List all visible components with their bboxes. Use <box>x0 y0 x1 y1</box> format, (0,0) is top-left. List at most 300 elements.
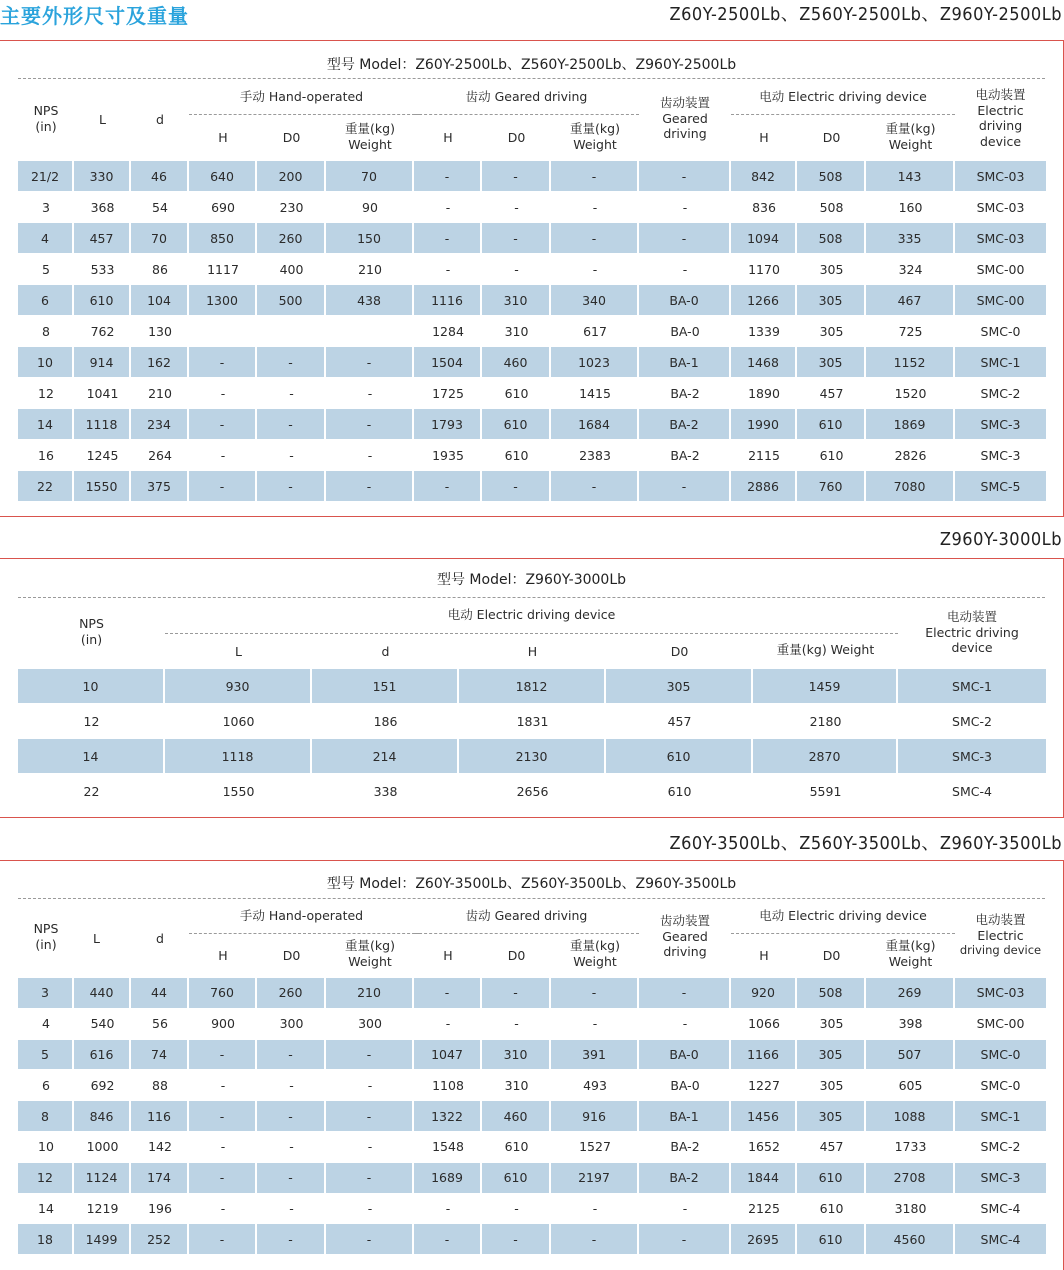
table-row <box>18 285 1046 315</box>
header-hand: 手动 Hand-operated <box>239 908 364 923</box>
table-cell: 305 <box>819 261 844 277</box>
table-cell: 1869 <box>866 409 955 439</box>
table-cell: 56 <box>152 1016 168 1032</box>
table-row <box>18 1040 1046 1070</box>
table-cell: - <box>220 1200 226 1216</box>
table-cell: 160 <box>898 199 923 215</box>
table-cell: 269 <box>866 978 955 1008</box>
table-cell: - <box>257 1224 326 1254</box>
table-cell: 460 <box>482 1101 551 1131</box>
table-cell: 493 <box>583 1077 607 1093</box>
table-3000-panel <box>0 558 1064 818</box>
table-cell: 2130 <box>459 739 606 773</box>
table-cell: SMC-3 <box>980 447 1021 463</box>
table-cell: 1066 <box>748 1016 780 1032</box>
table-cell: 3 <box>18 978 74 1008</box>
table-cell: - <box>551 978 639 1008</box>
table-cell: 1652 <box>748 1139 780 1155</box>
table-cell: 610 <box>504 447 529 463</box>
table-row <box>18 440 1046 470</box>
table-cell: SMC-2 <box>952 713 992 729</box>
table-cell: 214 <box>312 739 459 773</box>
table-cell: - <box>326 409 414 439</box>
table-cell: BA-0 <box>639 1040 731 1070</box>
table-cell: 4560 <box>866 1224 955 1254</box>
table-row <box>18 161 1046 191</box>
table-cell: SMC-1 <box>980 1108 1021 1124</box>
table-cell: 1116 <box>414 285 482 315</box>
table-row <box>18 223 1046 253</box>
table-cell: BA-2 <box>639 409 731 439</box>
header-electric: 电动 Electric driving device <box>759 89 927 104</box>
table-cell: - <box>189 347 257 377</box>
table-cell: 22 <box>18 471 74 501</box>
table-cell: - <box>639 471 731 501</box>
table-cell: 508 <box>797 161 866 191</box>
table-cell: - <box>189 1224 257 1254</box>
table-cell: - <box>482 223 551 253</box>
table-cell: 1322 <box>414 1101 482 1131</box>
table-cell: 260 <box>257 978 326 1008</box>
table-cell: - <box>639 161 731 191</box>
table-cell: 692 <box>90 1077 115 1093</box>
table-cell: 70 <box>131 223 189 253</box>
table-cell: 916 <box>551 1101 639 1131</box>
table-cell: 920 <box>731 978 797 1008</box>
table-cell: 196 <box>148 1200 172 1216</box>
table-cell: - <box>445 1016 451 1032</box>
table-cell: 4 <box>18 223 74 253</box>
table-cell: 1284 <box>432 323 464 339</box>
table-cell: 305 <box>819 1077 844 1093</box>
table-cell: 2870 <box>753 739 898 773</box>
table-cell: - <box>289 385 294 401</box>
table-cell: 1047 <box>414 1040 482 1070</box>
table-cell: 850 <box>189 223 257 253</box>
table-cell: 1793 <box>414 409 482 439</box>
table-cell: 467 <box>866 285 955 315</box>
header-h: H <box>527 644 538 659</box>
table-cell: 104 <box>131 285 189 315</box>
table-cell: - <box>189 1101 257 1131</box>
header-d0: D0 <box>507 130 526 145</box>
table-cell: - <box>482 1224 551 1254</box>
table-cell: 930 <box>165 669 312 703</box>
table-cell: 12 <box>18 1163 74 1193</box>
table-cell: - <box>445 199 451 215</box>
header-weight: 重量(kg) Weight <box>345 121 395 152</box>
header-weight: 重量(kg) Weight <box>570 938 620 969</box>
table-cell: 3180 <box>894 1200 927 1216</box>
table-cell: 86 <box>152 261 168 277</box>
table-cell: 1548 <box>432 1139 464 1155</box>
table-cell: 760 <box>797 471 866 501</box>
table-cell: 260 <box>257 223 326 253</box>
table-row <box>18 254 1046 284</box>
table-cell: 8 <box>18 1101 74 1131</box>
table-cell: 10 <box>18 669 165 703</box>
table-cell: 1725 <box>432 385 464 401</box>
table-cell: 610 <box>667 783 692 799</box>
table-cell: BA-2 <box>639 1163 731 1193</box>
table-cell: 725 <box>898 323 923 339</box>
header-h: H <box>443 948 453 963</box>
table-cell: 14 <box>38 1200 54 1216</box>
table-row <box>18 1101 1046 1131</box>
table-cell: 1812 <box>459 669 606 703</box>
table-cell: BA-1 <box>639 347 731 377</box>
table-cell: 1041 <box>86 385 119 401</box>
table-cell: - <box>257 471 326 501</box>
table-cell: - <box>220 447 226 463</box>
table-cell: 10 <box>18 347 74 377</box>
table-cell: 310 <box>504 1077 529 1093</box>
table-cell: SMC-0 <box>980 323 1021 339</box>
table-cell: 1000 <box>86 1139 119 1155</box>
table-cell: 230 <box>279 199 304 215</box>
table-3500-panel <box>0 860 1064 1270</box>
table-cell: 540 <box>90 1016 115 1032</box>
table-cell: 610 <box>482 1163 551 1193</box>
table-row <box>18 316 1046 346</box>
table-cell: 4 <box>42 1016 50 1032</box>
table-cell: SMC-0 <box>980 1077 1021 1093</box>
header-weight: 重量(kg) Weight <box>885 938 936 969</box>
table-cell: 305 <box>797 285 866 315</box>
table-cell: - <box>682 1016 688 1032</box>
model-label-3500: 型号 Model：Z60Y-3500Lb、Z560Y-3500Lb、Z960Y-3500Lb <box>326 876 737 892</box>
header-geared: 齿动 Geared driving <box>465 908 588 923</box>
table-cell: 1227 <box>748 1077 780 1093</box>
table-cell: - <box>326 1224 414 1254</box>
table-cell: - <box>482 161 551 191</box>
header-l: L <box>93 931 100 946</box>
table-cell: 18 <box>18 1224 74 1254</box>
table-cell: 46 <box>131 161 189 191</box>
header-d0: D0 <box>507 948 526 963</box>
table-cell: 1339 <box>748 323 780 339</box>
table-cell: BA-2 <box>670 385 700 401</box>
table-cell: 500 <box>257 285 326 315</box>
table-cell: SMC-03 <box>976 985 1025 1001</box>
table-cell: 305 <box>797 1040 866 1070</box>
table-cell: 330 <box>74 161 131 191</box>
header-nps: NPS (in) <box>33 103 59 134</box>
table-cell: SMC-5 <box>980 478 1021 494</box>
table-cell: - <box>326 1040 414 1070</box>
table-cell: - <box>551 1224 639 1254</box>
header-l: L <box>99 112 106 127</box>
table-cell: 842 <box>731 161 797 191</box>
table-cell: - <box>682 1200 688 1216</box>
table-cell: 1499 <box>74 1224 131 1254</box>
table-cell: 616 <box>74 1040 131 1070</box>
header-nps: NPS (in) <box>33 921 59 952</box>
table-row <box>18 471 1046 501</box>
table-cell: - <box>257 1040 326 1070</box>
table-cell: 1550 <box>74 471 131 501</box>
table-cell: - <box>189 1040 257 1070</box>
table-cell: 368 <box>90 199 115 215</box>
table-cell: - <box>414 1224 482 1254</box>
table-cell: - <box>326 1163 414 1193</box>
table-cell: 507 <box>866 1040 955 1070</box>
table-cell: SMC-03 <box>976 168 1025 184</box>
table-cell: SMC-3 <box>980 416 1021 432</box>
table-cell: 300 <box>279 1016 304 1032</box>
table-cell: - <box>189 1163 257 1193</box>
table-cell: 1060 <box>222 713 255 729</box>
table-cell: 610 <box>482 409 551 439</box>
header-d0: D0 <box>670 644 689 659</box>
table-cell: 1733 <box>894 1139 927 1155</box>
table-cell: 1890 <box>748 385 780 401</box>
table-row <box>18 409 1046 439</box>
table-cell: - <box>639 978 731 1008</box>
table-cell: 5 <box>42 261 50 277</box>
table-cell: 210 <box>358 261 382 277</box>
header-nps: NPS (in) <box>79 616 104 647</box>
table-cell: BA-0 <box>639 285 731 315</box>
table-row <box>18 669 1046 703</box>
table-cell: 2886 <box>731 471 797 501</box>
table-cell: 210 <box>326 978 414 1008</box>
table-cell: 305 <box>797 347 866 377</box>
table-cell: 1935 <box>432 447 464 463</box>
table-cell: SMC-00 <box>976 292 1025 308</box>
table-row <box>18 774 1046 808</box>
table-cell: 10 <box>38 1139 54 1155</box>
header-elec-device: 电动装置 Electric driving device <box>975 87 1026 149</box>
table-row <box>18 978 1046 1008</box>
table-cell: 1124 <box>74 1163 131 1193</box>
table-cell: - <box>482 978 551 1008</box>
table-cell: 12 <box>38 385 54 401</box>
header-h: H <box>218 948 228 963</box>
table-cell: 1245 <box>86 447 119 463</box>
table-cell: 1088 <box>866 1101 955 1131</box>
table-cell: 1684 <box>551 409 639 439</box>
header-d: d <box>156 112 164 127</box>
table-cell: 690 <box>211 199 235 215</box>
table-cell: 533 <box>90 261 115 277</box>
table-cell: 88 <box>152 1077 168 1093</box>
table-cell: 1689 <box>414 1163 482 1193</box>
table-cell: 1023 <box>551 347 639 377</box>
table-row <box>18 378 1046 408</box>
table-cell: SMC-00 <box>976 261 1025 277</box>
table-cell: 70 <box>326 161 414 191</box>
table-cell: 305 <box>606 669 753 703</box>
table-cell: 310 <box>504 323 529 339</box>
table-cell: 14 <box>18 409 74 439</box>
table-cell: - <box>289 1139 294 1155</box>
header-electric: 电动 Electric driving device <box>759 908 927 923</box>
table-cell: 1152 <box>866 347 955 377</box>
table-cell: 1550 <box>222 783 255 799</box>
table-cell: 186 <box>373 713 398 729</box>
table-cell: 610 <box>797 1224 866 1254</box>
table-cell: 2125 <box>748 1200 780 1216</box>
table-cell: - <box>414 978 482 1008</box>
table-cell: 22 <box>83 783 100 799</box>
table-cell: - <box>514 199 519 215</box>
table-cell: SMC-1 <box>952 678 992 694</box>
table-cell: 74 <box>131 1040 189 1070</box>
table-cell: - <box>445 1200 451 1216</box>
table-cell: BA-1 <box>639 1101 731 1131</box>
table-cell: 12 <box>83 713 100 729</box>
table-cell: 310 <box>482 1040 551 1070</box>
table-cell: BA-2 <box>670 447 700 463</box>
table-cell: - <box>367 1139 373 1155</box>
table-cell: - <box>592 199 598 215</box>
header-d0: D0 <box>282 130 301 145</box>
table-cell: - <box>592 261 598 277</box>
table-cell: 234 <box>131 409 189 439</box>
table-cell: - <box>514 261 519 277</box>
table-cell: 900 <box>211 1016 235 1032</box>
table-cell: 7080 <box>866 471 955 501</box>
table-cell: - <box>367 447 373 463</box>
table-cell: 1118 <box>165 739 312 773</box>
table-cell <box>326 316 414 346</box>
table-cell: 375 <box>131 471 189 501</box>
table-cell: 6 <box>42 1077 50 1093</box>
table-2500-panel <box>0 40 1064 517</box>
header-hand: 手动 Hand-operated <box>239 89 364 104</box>
table-cell: - <box>257 1163 326 1193</box>
table-cell: 130 <box>148 323 172 339</box>
header-h: H <box>443 130 453 145</box>
section-title-3500: Z60Y-3500Lb、Z560Y-3500Lb、Z960Y-3500Lb <box>669 833 1062 854</box>
table-cell: - <box>326 347 414 377</box>
table-cell: 2695 <box>731 1224 797 1254</box>
table-cell: SMC-03 <box>976 230 1025 246</box>
table-cell: 1415 <box>579 385 611 401</box>
header-d0: D0 <box>282 948 301 963</box>
table-cell: 438 <box>326 285 414 315</box>
table-cell: 400 <box>279 261 304 277</box>
table-cell: 305 <box>819 323 844 339</box>
table-cell: 2708 <box>866 1163 955 1193</box>
table-cell: 324 <box>898 261 923 277</box>
table-cell: - <box>414 223 482 253</box>
table-cell: 1266 <box>731 285 797 315</box>
table-cell: - <box>682 199 688 215</box>
table-cell: 151 <box>312 669 459 703</box>
table-cell: SMC-00 <box>976 1016 1025 1032</box>
table-cell: 391 <box>551 1040 639 1070</box>
table-cell: 340 <box>551 285 639 315</box>
table-cell: 457 <box>667 713 692 729</box>
table-cell: 617 <box>583 323 607 339</box>
table-cell: SMC-4 <box>980 1200 1021 1216</box>
table-cell: 335 <box>866 223 955 253</box>
table-cell: - <box>220 1139 226 1155</box>
table-cell: 1166 <box>731 1040 797 1070</box>
table-cell: 762 <box>90 323 115 339</box>
table-cell: - <box>592 1200 598 1216</box>
table-cell: SMC-2 <box>980 1139 1021 1155</box>
table-cell: - <box>289 1200 294 1216</box>
table-cell: SMC-2 <box>980 385 1021 401</box>
header-gear-device: 齿动装置 Geared driving <box>659 95 710 142</box>
header-weight: 重量(kg) Weight <box>776 642 875 657</box>
table-cell: 1831 <box>516 713 549 729</box>
table-cell: SMC-1 <box>980 354 1021 370</box>
table-cell: SMC-3 <box>952 748 992 764</box>
table-row <box>18 1132 1046 1162</box>
table-cell: 1520 <box>894 385 927 401</box>
table-cell: - <box>367 1200 373 1216</box>
table-cell: 54 <box>152 199 168 215</box>
table-cell: 3 <box>42 199 50 215</box>
table-cell: 1990 <box>731 409 797 439</box>
table-cell: 610 <box>819 1200 844 1216</box>
table-cell: SMC-0 <box>980 1046 1021 1062</box>
table-cell: - <box>257 1101 326 1131</box>
table-cell: 457 <box>819 1139 844 1155</box>
table-cell: 174 <box>131 1163 189 1193</box>
table-cell: - <box>289 1077 294 1093</box>
table-cell: 142 <box>148 1139 172 1155</box>
table-cell: 1108 <box>432 1077 464 1093</box>
model-label-2500: 型号 Model：Z60Y-2500Lb、Z560Y-2500Lb、Z960Y-2500Lb <box>326 57 737 73</box>
table-cell: 2197 <box>551 1163 639 1193</box>
page-title: 主要外形尺寸及重量 <box>0 4 189 28</box>
table-cell: 1170 <box>748 261 780 277</box>
header-weight: 重量(kg) Weight <box>570 121 620 152</box>
table-cell: 338 <box>373 783 398 799</box>
table-cell: 1527 <box>579 1139 611 1155</box>
table-cell: - <box>551 223 639 253</box>
table-cell: 610 <box>819 447 844 463</box>
table-row <box>18 704 1046 738</box>
table-cell: 200 <box>257 161 326 191</box>
table-cell: - <box>189 471 257 501</box>
table-cell: 2115 <box>748 447 780 463</box>
header-electric: 电动 Electric driving device <box>447 607 616 622</box>
model-label-3000: 型号 Model：Z960Y-3000Lb <box>436 572 627 588</box>
table-cell: 610 <box>504 1139 529 1155</box>
table-cell: 210 <box>148 385 172 401</box>
table-cell: - <box>482 471 551 501</box>
table-cell: - <box>367 385 373 401</box>
table-cell: - <box>514 1200 519 1216</box>
table-cell: 610 <box>606 739 753 773</box>
table-cell: SMC-03 <box>976 199 1025 215</box>
table-cell: 440 <box>74 978 131 1008</box>
table-cell: 508 <box>797 978 866 1008</box>
table-cell: 610 <box>504 385 529 401</box>
table-row <box>18 1163 1046 1193</box>
table-cell: 640 <box>189 161 257 191</box>
table-cell: 1456 <box>731 1101 797 1131</box>
table-cell: 610 <box>797 1163 866 1193</box>
table-cell: 90 <box>362 199 378 215</box>
table-cell: 508 <box>797 223 866 253</box>
header-geared: 齿动 Geared driving <box>465 89 588 104</box>
table-cell: 310 <box>482 285 551 315</box>
header-h: H <box>218 130 228 145</box>
table-cell: BA-2 <box>670 1139 700 1155</box>
table-row <box>18 1194 1046 1224</box>
table-cell: - <box>326 1101 414 1131</box>
table-cell: - <box>414 161 482 191</box>
table-cell: 508 <box>819 199 844 215</box>
table-cell: 1504 <box>414 347 482 377</box>
